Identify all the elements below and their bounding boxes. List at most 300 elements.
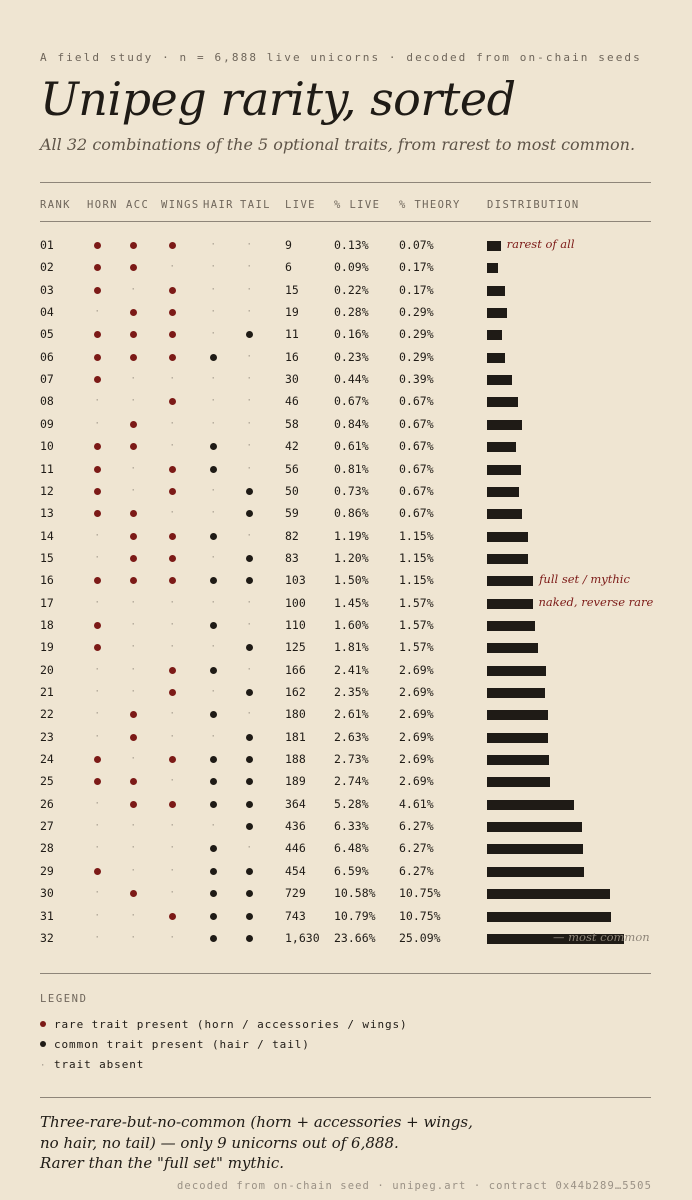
hair-present-dot-icon (210, 845, 217, 852)
horn-absent-dot-icon: · (94, 888, 100, 899)
table-row (0, 573, 692, 595)
distribution-bar (487, 912, 611, 922)
tail-present-dot-icon (246, 555, 253, 562)
distribution-bar (487, 867, 584, 877)
wings-absent-dot-icon: · (169, 821, 175, 832)
acc-absent-dot-icon: · (130, 396, 136, 407)
live-count-cell: 9 (285, 238, 292, 252)
absent-dot-icon: · (40, 1061, 47, 1071)
hair-absent-dot-icon: · (210, 485, 216, 496)
legend-absent-label: trait absent (54, 1058, 145, 1071)
acc-present-dot-icon (130, 264, 137, 271)
acc-absent-dot-icon: · (130, 910, 136, 921)
pct-live-cell: 0.09% (334, 260, 369, 275)
horn-absent-dot-icon: · (94, 664, 100, 675)
table-row (0, 350, 692, 372)
wings-absent-dot-icon: · (169, 508, 175, 519)
pct-theory-cell: 0.39% (399, 372, 434, 387)
pct-live-cell: 6.33% (334, 819, 369, 834)
wings-absent-dot-icon: · (169, 709, 175, 720)
table-row (0, 640, 692, 662)
legend-title: LEGEND (40, 993, 88, 1005)
rank-cell: 10 (40, 439, 54, 454)
wings-absent-dot-icon: · (169, 932, 175, 943)
table-row (0, 327, 692, 349)
tail-absent-dot-icon: · (246, 262, 252, 273)
pct-theory-cell: 0.67% (399, 394, 434, 409)
table-row (0, 707, 692, 729)
wings-absent-dot-icon: · (169, 888, 175, 899)
table-row (0, 841, 692, 863)
wings-absent-dot-icon: · (169, 374, 175, 385)
horn-absent-dot-icon: · (94, 307, 100, 318)
divider-top (40, 182, 651, 183)
wings-absent-dot-icon: · (169, 619, 175, 630)
horn-absent-dot-icon: · (94, 932, 100, 943)
hair-present-dot-icon (210, 890, 217, 897)
live-count-cell: 46 (285, 394, 299, 409)
rank-cell: 17 (40, 595, 54, 610)
rank-cell: 02 (40, 260, 54, 275)
tail-present-dot-icon (246, 801, 253, 808)
rank-cell: 29 (40, 863, 54, 878)
table-row (0, 305, 692, 327)
rank-cell: 24 (40, 752, 54, 767)
pct-theory-cell: 6.27% (399, 841, 434, 856)
distribution-bar (487, 777, 550, 787)
tail-present-dot-icon (246, 644, 253, 651)
hair-present-dot-icon (210, 466, 217, 473)
rank-cell: 16 (40, 573, 54, 588)
rank-cell: 21 (40, 685, 54, 699)
live-count-cell: 59 (285, 506, 299, 521)
rank-cell: 11 (40, 461, 54, 476)
wings-absent-dot-icon: · (169, 865, 175, 876)
pct-theory-cell: 0.29% (399, 349, 434, 364)
pct-theory-cell: 0.17% (399, 260, 434, 275)
pct-live-cell: 1.50% (334, 573, 369, 588)
live-count-cell: 188 (285, 752, 306, 767)
wings-present-dot-icon (169, 309, 176, 316)
hair-present-dot-icon (210, 756, 217, 763)
tail-absent-dot-icon: · (246, 664, 252, 675)
live-count-cell: 82 (285, 528, 299, 543)
hair-present-dot-icon (210, 801, 217, 808)
distribution-bar (487, 688, 545, 698)
pct-live-cell: 0.28% (334, 305, 369, 320)
distribution-bar (487, 397, 518, 407)
horn-absent-dot-icon: · (94, 530, 100, 541)
row-annotation: full set / mythic (539, 572, 630, 587)
hair-absent-dot-icon: · (210, 597, 216, 608)
column-header-pct-theory: % THEORY (399, 199, 461, 211)
table-row (0, 529, 692, 551)
hair-absent-dot-icon: · (210, 262, 216, 273)
acc-absent-dot-icon: · (130, 463, 136, 474)
acc-present-dot-icon (130, 242, 137, 249)
horn-present-dot-icon (94, 756, 101, 763)
pct-theory-cell: 0.29% (399, 305, 434, 320)
table-row (0, 909, 692, 931)
acc-absent-dot-icon: · (130, 619, 136, 630)
pct-live-cell: 0.73% (334, 483, 369, 498)
pct-theory-cell: 2.69% (399, 729, 434, 744)
legend-rare-label: rare trait present (horn / accessories / wings) (54, 1018, 408, 1031)
legend-common-label: common trait present (hair / tail) (54, 1038, 310, 1051)
legend-item-absent (40, 1058, 144, 1071)
tail-present-dot-icon (246, 734, 253, 741)
distribution-bar (487, 710, 548, 720)
table-row (0, 596, 692, 618)
tail-present-dot-icon (246, 823, 253, 830)
acc-present-dot-icon (130, 443, 137, 450)
tail-absent-dot-icon: · (246, 307, 252, 318)
tail-absent-dot-icon: · (246, 530, 252, 541)
hair-present-dot-icon (210, 443, 217, 450)
acc-absent-dot-icon: · (130, 374, 136, 385)
hair-absent-dot-icon: · (210, 552, 216, 563)
table-row (0, 417, 692, 439)
acc-present-dot-icon (130, 890, 137, 897)
pct-live-cell: 2.61% (334, 707, 369, 722)
live-count-cell: 42 (285, 439, 299, 454)
live-count-cell: 15 (285, 282, 299, 297)
tail-present-dot-icon (246, 689, 253, 696)
hair-absent-dot-icon: · (210, 418, 216, 429)
wings-absent-dot-icon: · (169, 597, 175, 608)
wings-present-dot-icon (169, 667, 176, 674)
pct-theory-cell: 10.75% (399, 886, 441, 901)
pct-live-cell: 1.60% (334, 617, 369, 632)
horn-present-dot-icon (94, 264, 101, 271)
column-header-tail: TAIL (240, 199, 271, 211)
distribution-bar (487, 666, 546, 676)
acc-present-dot-icon (130, 555, 137, 562)
pct-theory-cell: 2.69% (399, 707, 434, 722)
pct-theory-cell: 1.57% (399, 617, 434, 632)
column-header-live: LIVE (285, 199, 316, 211)
horn-present-dot-icon (94, 466, 101, 473)
wings-absent-dot-icon: · (169, 642, 175, 653)
horn-present-dot-icon (94, 644, 101, 651)
legend-item-rare (40, 1018, 408, 1031)
distribution-bar (487, 330, 502, 340)
rank-cell: 15 (40, 550, 54, 565)
live-count-cell: 181 (285, 729, 306, 744)
acc-present-dot-icon (130, 577, 137, 584)
acc-absent-dot-icon: · (130, 932, 136, 943)
hair-absent-dot-icon: · (210, 396, 216, 407)
acc-present-dot-icon (130, 734, 137, 741)
table-row (0, 372, 692, 394)
pct-theory-cell: 1.15% (399, 528, 434, 543)
acc-present-dot-icon (130, 309, 137, 316)
tail-absent-dot-icon: · (246, 418, 252, 429)
distribution-bar (487, 353, 505, 363)
acc-present-dot-icon (130, 711, 137, 718)
table-row (0, 618, 692, 640)
acc-present-dot-icon (130, 778, 137, 785)
horn-absent-dot-icon: · (94, 709, 100, 720)
pct-live-cell: 2.73% (334, 752, 369, 767)
eyebrow-text: A field study · n = 6,888 live unicorns · decoded from on-chain seeds (40, 51, 642, 64)
horn-present-dot-icon (94, 622, 101, 629)
page-subtitle: All 32 combinations of the 5 optional traits, from rarest to most common. (40, 135, 636, 154)
distribution-bar (487, 263, 498, 273)
pct-theory-cell: 6.27% (399, 819, 434, 834)
pct-live-cell: 10.58% (334, 886, 376, 901)
horn-present-dot-icon (94, 354, 101, 361)
table-row (0, 506, 692, 528)
distribution-bar (487, 844, 583, 854)
horn-absent-dot-icon: · (94, 798, 100, 809)
acc-absent-dot-icon: · (130, 597, 136, 608)
column-header-pct-live: % LIVE (334, 199, 381, 211)
pct-theory-cell: 10.75% (399, 908, 441, 923)
pct-theory-cell: 0.67% (399, 416, 434, 431)
rank-cell: 12 (40, 483, 54, 498)
distribution-bar (487, 755, 549, 765)
live-count-cell: 162 (285, 685, 306, 699)
distribution-bar (487, 487, 519, 497)
table-row (0, 931, 692, 953)
wings-present-dot-icon (169, 242, 176, 249)
rare-dot-icon (40, 1021, 46, 1027)
pct-live-cell: 23.66% (334, 930, 376, 945)
pct-live-cell: 0.86% (334, 506, 369, 521)
footer-credit: decoded from on-chain seed · unipeg.art · contract 0x44b289…5505 (177, 1180, 652, 1192)
horn-present-dot-icon (94, 510, 101, 517)
live-count-cell: 743 (285, 908, 306, 923)
table-row (0, 394, 692, 416)
pct-live-cell: 0.81% (334, 461, 369, 476)
column-header-hair: HAIR (203, 199, 234, 211)
hair-present-dot-icon (210, 778, 217, 785)
row-annotation: — most common (553, 929, 650, 944)
acc-absent-dot-icon: · (130, 843, 136, 854)
hair-present-dot-icon (210, 935, 217, 942)
table-row (0, 685, 692, 707)
rank-cell: 20 (40, 662, 54, 677)
hair-present-dot-icon (210, 868, 217, 875)
rank-cell: 32 (40, 930, 54, 945)
pct-live-cell: 1.20% (334, 550, 369, 565)
page-title: Unipeg rarity, sorted (40, 72, 516, 126)
pct-theory-cell: 1.57% (399, 640, 434, 655)
live-count-cell: 454 (285, 863, 306, 878)
live-count-cell: 103 (285, 573, 306, 588)
rank-cell: 08 (40, 394, 54, 409)
rank-cell: 23 (40, 729, 54, 744)
tail-absent-dot-icon: · (246, 597, 252, 608)
live-count-cell: 180 (285, 707, 306, 722)
live-count-cell: 729 (285, 886, 306, 901)
distribution-bar (487, 420, 522, 430)
pct-live-cell: 0.44% (334, 372, 369, 387)
pct-live-cell: 1.81% (334, 640, 369, 655)
tail-present-dot-icon (246, 488, 253, 495)
wings-absent-dot-icon: · (169, 441, 175, 452)
table-row (0, 462, 692, 484)
pct-live-cell: 1.45% (334, 595, 369, 610)
tail-present-dot-icon (246, 778, 253, 785)
horn-absent-dot-icon: · (94, 821, 100, 832)
live-count-cell: 19 (285, 305, 299, 320)
table-row (0, 752, 692, 774)
hair-present-dot-icon (210, 667, 217, 674)
tail-present-dot-icon (246, 890, 253, 897)
hair-absent-dot-icon: · (210, 284, 216, 295)
table-row (0, 774, 692, 796)
pct-theory-cell: 1.57% (399, 595, 434, 610)
pct-live-cell: 5.28% (334, 796, 369, 811)
live-count-cell: 16 (285, 349, 299, 364)
acc-present-dot-icon (130, 354, 137, 361)
distribution-bar (487, 375, 512, 385)
distribution-bar (487, 889, 610, 899)
hair-absent-dot-icon: · (210, 642, 216, 653)
pct-theory-cell: 1.15% (399, 550, 434, 565)
live-count-cell: 58 (285, 416, 299, 431)
hair-present-dot-icon (210, 533, 217, 540)
tail-absent-dot-icon: · (246, 240, 252, 250)
table-row (0, 797, 692, 819)
wings-present-dot-icon (169, 577, 176, 584)
rank-cell: 04 (40, 305, 54, 320)
wings-absent-dot-icon: · (169, 418, 175, 429)
distribution-bar (487, 509, 522, 519)
closing-line-2: no hair, no tail) — only 9 unicorns out of 6,888. (40, 1133, 399, 1152)
rank-cell: 27 (40, 819, 54, 834)
horn-absent-dot-icon: · (94, 396, 100, 407)
live-count-cell: 56 (285, 461, 299, 476)
rank-cell: 09 (40, 416, 54, 431)
rank-cell: 01 (40, 238, 54, 252)
pct-live-cell: 6.59% (334, 863, 369, 878)
horn-present-dot-icon (94, 778, 101, 785)
hair-absent-dot-icon: · (210, 307, 216, 318)
wings-present-dot-icon (169, 801, 176, 808)
hair-absent-dot-icon: · (210, 821, 216, 832)
pct-live-cell: 0.61% (334, 439, 369, 454)
tail-present-dot-icon (246, 331, 253, 338)
horn-present-dot-icon (94, 242, 101, 249)
distribution-bar (487, 442, 516, 452)
pct-live-cell: 10.79% (334, 908, 376, 923)
wings-absent-dot-icon: · (169, 843, 175, 854)
pct-theory-cell: 6.27% (399, 863, 434, 878)
distribution-bar (487, 822, 582, 832)
wings-present-dot-icon (169, 689, 176, 696)
distribution-bar (487, 599, 533, 609)
column-header-horn: HORN (87, 199, 118, 211)
distribution-bar (487, 576, 533, 586)
horn-present-dot-icon (94, 331, 101, 338)
column-header-wings: WINGS (161, 199, 200, 211)
tail-absent-dot-icon: · (246, 709, 252, 720)
pct-theory-cell: 0.67% (399, 461, 434, 476)
tail-present-dot-icon (246, 510, 253, 517)
acc-absent-dot-icon: · (130, 687, 136, 697)
horn-absent-dot-icon: · (94, 731, 100, 742)
table-row (0, 260, 692, 282)
pct-theory-cell: 4.61% (399, 796, 434, 811)
tail-absent-dot-icon: · (246, 463, 252, 474)
pct-live-cell: 0.13% (334, 238, 369, 252)
table-row (0, 663, 692, 685)
live-count-cell: 6 (285, 260, 292, 275)
closing-line-3: Rarer than the "full set" mythic. (40, 1154, 285, 1172)
table-row (0, 730, 692, 752)
tail-absent-dot-icon: · (246, 619, 252, 630)
rank-cell: 13 (40, 506, 54, 521)
acc-absent-dot-icon: · (130, 821, 136, 832)
pct-live-cell: 2.63% (334, 729, 369, 744)
pct-theory-cell: 0.67% (399, 439, 434, 454)
distribution-bar (487, 554, 528, 564)
pct-live-cell: 0.67% (334, 394, 369, 409)
acc-absent-dot-icon: · (130, 284, 136, 295)
wings-present-dot-icon (169, 488, 176, 495)
acc-present-dot-icon (130, 331, 137, 338)
pct-live-cell: 2.35% (334, 685, 369, 699)
live-count-cell: 446 (285, 841, 306, 856)
divider-legend (40, 973, 651, 974)
tail-present-dot-icon (246, 756, 253, 763)
horn-absent-dot-icon: · (94, 597, 100, 608)
hair-present-dot-icon (210, 913, 217, 920)
hair-absent-dot-icon: · (210, 508, 216, 519)
rank-cell: 28 (40, 841, 54, 856)
column-header-acc: ACC (126, 199, 150, 211)
live-count-cell: 364 (285, 796, 306, 811)
live-count-cell: 30 (285, 372, 299, 387)
pct-theory-cell: 0.67% (399, 506, 434, 521)
horn-present-dot-icon (94, 376, 101, 383)
distribution-bar (487, 286, 505, 296)
live-count-cell: 110 (285, 617, 306, 632)
wings-present-dot-icon (169, 913, 176, 920)
pct-live-cell: 2.74% (334, 774, 369, 789)
wings-present-dot-icon (169, 287, 176, 294)
column-header-rank: RANK (40, 199, 71, 211)
acc-absent-dot-icon: · (130, 642, 136, 653)
wings-absent-dot-icon: · (169, 776, 175, 787)
rank-cell: 19 (40, 640, 54, 655)
pct-theory-cell: 2.69% (399, 685, 434, 699)
horn-absent-dot-icon: · (94, 418, 100, 429)
wings-present-dot-icon (169, 555, 176, 562)
wings-absent-dot-icon: · (169, 262, 175, 273)
acc-present-dot-icon (130, 421, 137, 428)
pct-live-cell: 0.84% (334, 416, 369, 431)
tail-present-dot-icon (246, 913, 253, 920)
hair-absent-dot-icon: · (210, 240, 216, 250)
distribution-bar (487, 308, 507, 318)
hair-absent-dot-icon: · (210, 731, 216, 742)
table-row (0, 439, 692, 461)
distribution-bar (487, 465, 521, 475)
table-row (0, 238, 692, 260)
row-annotation: naked, reverse rare (538, 594, 654, 609)
distribution-bar (487, 643, 538, 653)
closing-line-1: Three-rare-but-no-common (horn + accessories + wings, (40, 1113, 473, 1131)
pct-live-cell: 0.22% (334, 282, 369, 297)
rank-cell: 22 (40, 707, 54, 722)
rank-cell: 06 (40, 349, 54, 364)
pct-theory-cell: 1.15% (399, 573, 434, 588)
live-count-cell: 83 (285, 550, 299, 565)
